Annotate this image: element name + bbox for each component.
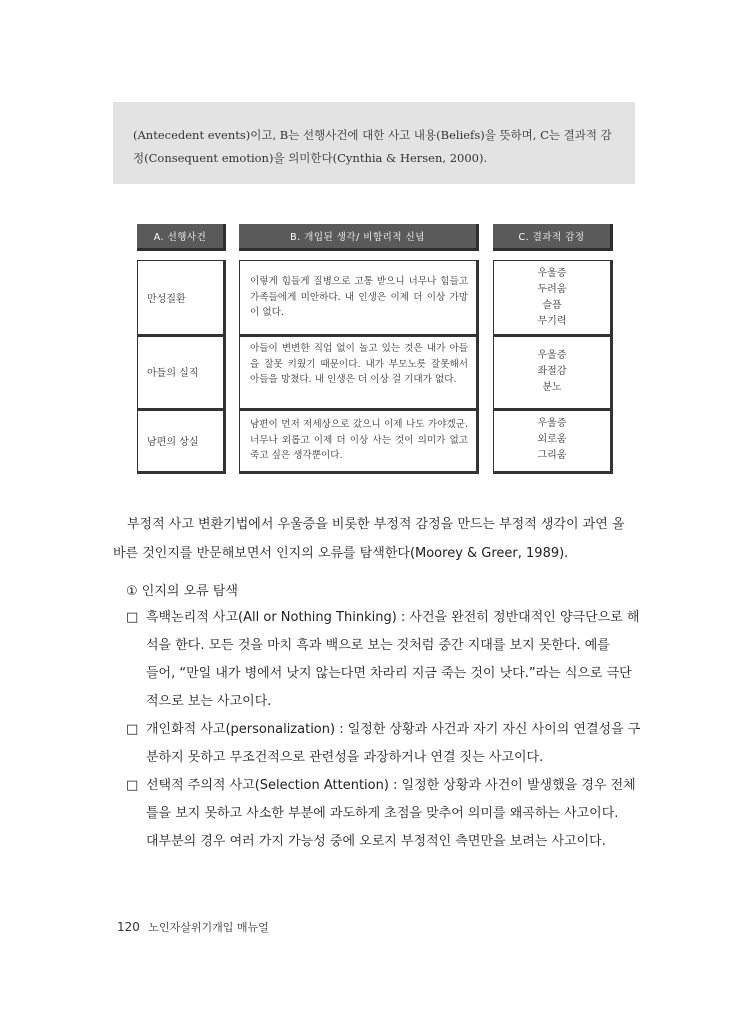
emotion: 우울증	[537, 418, 567, 429]
row-2-antecedent-text: 아들의 실직	[147, 368, 199, 379]
row-3-antecedent	[137, 408, 226, 474]
row-2-belief: 아들이 변변한 직업 없이 놀고 있는 것은 내가 아들을 잘못 키웠기 때문이다. 내가 부모노릇 잘못해서 아들을 망쳤다. 내 인생은 더 이상 걸 기대가 없다.	[239, 334, 479, 411]
emotion: 그리움	[537, 450, 567, 461]
row-1-antecedent-text: 만성질환	[147, 294, 186, 305]
quote-line-2: 정(Consequent emotion)을 의미한다(Cynthia & Hersen, 2000).	[133, 151, 488, 165]
section-title: ① 인지의 오류 탐색	[126, 584, 238, 599]
row-3-emotions	[493, 408, 613, 474]
bullet-line: 대부분의 경우 여러 가지 가능성 중에 오로지 부정적인 측면만을 보려는 사고이다.	[146, 834, 606, 849]
row-3-belief: 남편이 먼저 저세상으로 갔으니 이제 나도 가야겠군. 너무나 외롭고 이제 더 이상 사는 것이 의미가 없고 죽고 싶은 생각뿐이다.	[239, 408, 479, 474]
row-2-antecedent	[137, 334, 226, 411]
bullet-line: 틀을 보지 못하고 사소한 부분에 과도하게 초점을 맞추어 의미를 왜곡하는 사고이다.	[146, 806, 619, 821]
bullet-line: 들어, “만일 내가 병에서 낫지 않는다면 차라리 지금 죽는 것이 낫다.”라는 식으로 극단	[146, 666, 632, 681]
intro-line-1: 부정적 사고 변환기법에서 우울증을 비롯한 부정적 감정을 만드는 부정적 생각이 과연 올	[127, 517, 625, 532]
page-number: 120	[117, 920, 140, 934]
quote-line-1: (Antecedent events)이고, B는 선행사건에 대한 사고 내용(Beliefs)을 뜻하며, C는 결과적 감	[133, 128, 612, 142]
row-1-belief: 이렇게 힘들게 질병으로 고통 받으니 너무나 힘들고 가족들에게 미안하다. 내 인생은 이제 더 이상 가망이 없다.	[239, 260, 479, 337]
bullet-line: 분하지 못하고 무조건적으로 관련성을 과장하거나 연결 짓는 사고이다.	[146, 750, 544, 765]
checkbox-icon: □	[126, 778, 139, 793]
emotion: 우울증	[537, 349, 567, 361]
bullet-line: 흑백논리적 사고(All or Nothing Thinking) : 사건을 완전히 정반대적인 양극단으로 해	[146, 610, 640, 625]
checkbox-icon: □	[126, 610, 139, 625]
intro-line-2: 바른 것인지를 반문해보면서 인지의 오류를 탐색한다(Moorey & Greer, 1989).	[113, 546, 569, 561]
emotion: 슬픔	[542, 299, 562, 311]
bullet-line: 석을 한다. 모든 것을 마치 흑과 백으로 보는 것처럼 중간 지대를 보지 못한다. 예를	[146, 638, 610, 653]
header-beliefs: B. 개입된 생각/ 비합리적 신념	[239, 224, 479, 251]
emotion: 우울증	[537, 267, 567, 279]
row-2-emotions	[493, 334, 613, 411]
quote-box	[113, 102, 635, 184]
row-1-antecedent	[137, 260, 226, 337]
emotion: 무기력	[537, 315, 567, 327]
bullet-line: 선택적 주의적 사고(Selection Attention) : 일정한 상황과 사건이 발생했을 경우 전체	[146, 778, 636, 793]
intro-paragraph	[113, 510, 637, 568]
bullet-line: 개인화적 사고(personalization) : 일정한 상황과 사건과 자기 자신 사이의 연결성을 구	[146, 722, 641, 737]
bullet-line: 적으로 보는 사고이다.	[146, 694, 272, 709]
checkbox-icon: □	[126, 722, 139, 737]
row-1-emotions	[493, 260, 613, 337]
header-consequence: C. 결과적 감정	[493, 224, 613, 251]
page-footer	[117, 919, 269, 935]
emotion: 외로움	[537, 434, 567, 445]
emotion: 좌절감	[537, 365, 567, 377]
row-3-antecedent-text: 남편의 상실	[147, 436, 199, 448]
header-antecedent: A. 선행사건	[137, 224, 226, 251]
emotion: 분노	[542, 381, 562, 393]
footer-title: 노인자살위기개입 매뉴얼	[148, 921, 269, 934]
emotion: 두려움	[537, 283, 567, 295]
